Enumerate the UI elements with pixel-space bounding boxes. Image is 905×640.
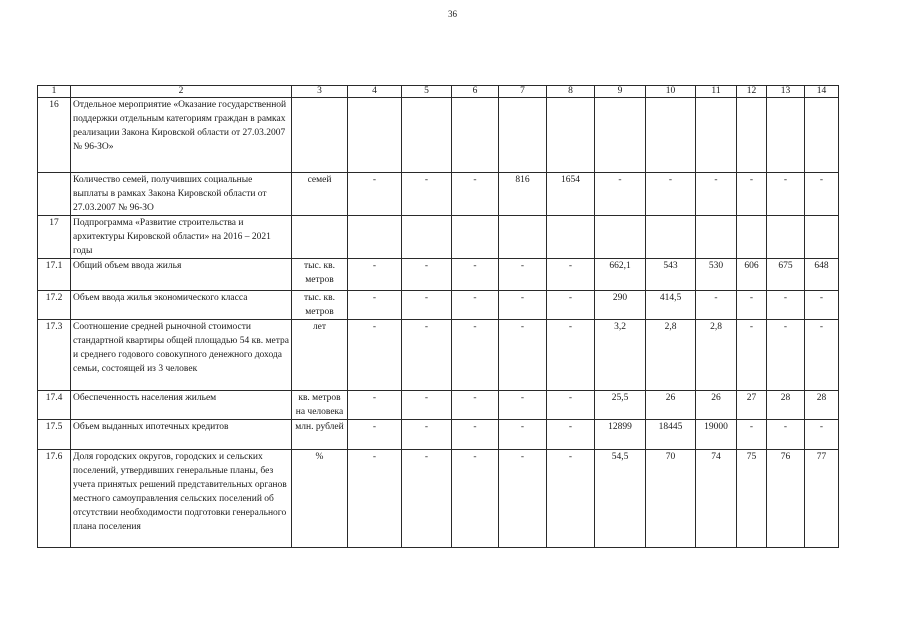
- value-cell: -: [805, 291, 839, 320]
- value-cell: -: [737, 173, 767, 216]
- header-cell: 9: [595, 86, 646, 98]
- table-row: [38, 216, 839, 259]
- value-cell: -: [452, 450, 499, 548]
- unit-cell: кв. метров на человека: [292, 391, 348, 420]
- header-cell: 3: [292, 86, 348, 98]
- value-cell: -: [547, 259, 595, 291]
- value-cell: [767, 216, 805, 259]
- value-cell: 19000: [696, 420, 737, 450]
- value-cell: -: [646, 173, 696, 216]
- header-cell: 6: [452, 86, 499, 98]
- row-number-cell: 17.5: [38, 420, 71, 450]
- value-cell: -: [499, 291, 547, 320]
- row-number-cell: 17.2: [38, 291, 71, 320]
- value-cell: -: [547, 420, 595, 450]
- value-cell: [737, 216, 767, 259]
- value-cell: -: [547, 291, 595, 320]
- value-cell: -: [348, 320, 402, 391]
- page-number: 36: [448, 9, 457, 19]
- unit-cell: тыс. кв. метров: [292, 259, 348, 291]
- indicator-name-cell: Объем выданных ипотечных кредитов: [71, 420, 292, 450]
- table-row: [38, 291, 839, 320]
- value-cell: -: [737, 320, 767, 391]
- table-row: [38, 259, 839, 291]
- value-cell: -: [805, 420, 839, 450]
- value-cell: 662,1: [595, 259, 646, 291]
- value-cell: -: [348, 173, 402, 216]
- row-number-cell: 17.3: [38, 320, 71, 391]
- header-cell: 12: [737, 86, 767, 98]
- unit-cell: млн. рублей: [292, 420, 348, 450]
- value-cell: -: [348, 291, 402, 320]
- value-cell: -: [696, 173, 737, 216]
- indicator-name-cell: Общий объем ввода жилья: [71, 259, 292, 291]
- header-cell: 7: [499, 86, 547, 98]
- row-number-cell: 17.6: [38, 450, 71, 548]
- header-cell: 14: [805, 86, 839, 98]
- header-cell: 1: [38, 86, 71, 98]
- unit-cell: лет: [292, 320, 348, 391]
- value-cell: -: [452, 291, 499, 320]
- value-cell: 543: [646, 259, 696, 291]
- value-cell: -: [805, 320, 839, 391]
- header-cell: 5: [402, 86, 452, 98]
- header-cell: 10: [646, 86, 696, 98]
- value-cell: 2,8: [646, 320, 696, 391]
- value-cell: -: [499, 391, 547, 420]
- value-cell: -: [547, 320, 595, 391]
- value-cell: -: [402, 391, 452, 420]
- indicator-name-cell: Обеспеченность населения жильем: [71, 391, 292, 420]
- table-row: [38, 173, 839, 216]
- unit-cell: [292, 98, 348, 173]
- value-cell: 2,8: [696, 320, 737, 391]
- row-number-cell: 16: [38, 98, 71, 173]
- value-cell: [805, 98, 839, 173]
- value-cell: -: [805, 173, 839, 216]
- value-cell: 25,5: [595, 391, 646, 420]
- value-cell: -: [595, 173, 646, 216]
- value-cell: [348, 98, 402, 173]
- value-cell: -: [499, 450, 547, 548]
- value-cell: 18445: [646, 420, 696, 450]
- indicator-name-cell: Подпрограмма «Развитие строительства и архитектуры Кировской области» на 2016 – 2021 годы: [71, 216, 292, 259]
- value-cell: -: [737, 291, 767, 320]
- value-cell: -: [767, 173, 805, 216]
- value-cell: -: [499, 259, 547, 291]
- value-cell: -: [499, 420, 547, 450]
- row-number-cell: [38, 173, 71, 216]
- value-cell: 290: [595, 291, 646, 320]
- table-row: [38, 420, 839, 450]
- indicator-name-cell: Количество семей, получивших социальные выплаты в рамках Закона Кировской области от 27.03.2007 № 96-ЗО: [71, 173, 292, 216]
- value-cell: -: [402, 291, 452, 320]
- header-row: [38, 86, 839, 98]
- unit-cell: %: [292, 450, 348, 548]
- value-cell: [737, 98, 767, 173]
- table-row: [38, 450, 839, 548]
- value-cell: -: [402, 320, 452, 391]
- value-cell: 530: [696, 259, 737, 291]
- value-cell: [767, 98, 805, 173]
- value-cell: [805, 216, 839, 259]
- value-cell: 76: [767, 450, 805, 548]
- value-cell: 648: [805, 259, 839, 291]
- value-cell: 54,5: [595, 450, 646, 548]
- indicator-name-cell: Соотношение средней рыночной стоимости стандартной квартиры общей площадью 54 кв. метра и среднего годового совокупного денежного дохода семьи, состоящей из 3 человек: [71, 320, 292, 391]
- unit-cell: тыс. кв. метров: [292, 291, 348, 320]
- value-cell: [452, 98, 499, 173]
- value-cell: [547, 216, 595, 259]
- value-cell: -: [547, 450, 595, 548]
- row-number-cell: 17: [38, 216, 71, 259]
- table-row: [38, 98, 839, 173]
- value-cell: 26: [646, 391, 696, 420]
- value-cell: -: [767, 320, 805, 391]
- value-cell: -: [547, 391, 595, 420]
- row-number-cell: 17.1: [38, 259, 71, 291]
- value-cell: -: [402, 173, 452, 216]
- value-cell: [499, 98, 547, 173]
- value-cell: [595, 98, 646, 173]
- value-cell: -: [737, 420, 767, 450]
- unit-cell: семей: [292, 173, 348, 216]
- value-cell: [402, 216, 452, 259]
- value-cell: [595, 216, 646, 259]
- table-row: [38, 320, 839, 391]
- indicators-table: [37, 85, 839, 548]
- value-cell: [499, 216, 547, 259]
- value-cell: [696, 216, 737, 259]
- value-cell: -: [696, 291, 737, 320]
- value-cell: 26: [696, 391, 737, 420]
- value-cell: -: [402, 259, 452, 291]
- value-cell: -: [452, 173, 499, 216]
- value-cell: [402, 98, 452, 173]
- row-number-cell: 17.4: [38, 391, 71, 420]
- value-cell: -: [452, 259, 499, 291]
- value-cell: 28: [805, 391, 839, 420]
- value-cell: -: [348, 259, 402, 291]
- indicator-name-cell: Объем ввода жилья экономического класса: [71, 291, 292, 320]
- value-cell: 606: [737, 259, 767, 291]
- value-cell: -: [452, 420, 499, 450]
- value-cell: 414,5: [646, 291, 696, 320]
- value-cell: 816: [499, 173, 547, 216]
- value-cell: 3,2: [595, 320, 646, 391]
- value-cell: -: [348, 391, 402, 420]
- value-cell: -: [402, 450, 452, 548]
- value-cell: 75: [737, 450, 767, 548]
- value-cell: 28: [767, 391, 805, 420]
- value-cell: 74: [696, 450, 737, 548]
- header-cell: 4: [348, 86, 402, 98]
- header-cell: 13: [767, 86, 805, 98]
- value-cell: 675: [767, 259, 805, 291]
- value-cell: 27: [737, 391, 767, 420]
- value-cell: -: [348, 420, 402, 450]
- value-cell: [696, 98, 737, 173]
- value-cell: -: [452, 320, 499, 391]
- value-cell: 1654: [547, 173, 595, 216]
- header-cell: 2: [71, 86, 292, 98]
- indicator-name-cell: Отдельное мероприятие «Оказание государственной поддержки отдельным категориям граждан в рамках реализации Закона Кировской области от 27.03.2007 № 96-ЗО»: [71, 98, 292, 173]
- value-cell: -: [499, 320, 547, 391]
- value-cell: [547, 98, 595, 173]
- indicator-name-cell: Доля городских округов, городских и сельских поселений, утвердивших генеральные планы, без учета принятых решений представительных органов местного самоуправления сельских поселений об отсутствии необходимости подготовки генерального плана поселения: [71, 450, 292, 548]
- value-cell: 77: [805, 450, 839, 548]
- value-cell: 70: [646, 450, 696, 548]
- value-cell: 12899: [595, 420, 646, 450]
- value-cell: -: [402, 420, 452, 450]
- header-cell: 8: [547, 86, 595, 98]
- value-cell: [646, 216, 696, 259]
- header-cell: 11: [696, 86, 737, 98]
- value-cell: -: [348, 450, 402, 548]
- unit-cell: [292, 216, 348, 259]
- value-cell: [452, 216, 499, 259]
- value-cell: [348, 216, 402, 259]
- table-row: [38, 391, 839, 420]
- value-cell: -: [767, 420, 805, 450]
- value-cell: -: [767, 291, 805, 320]
- value-cell: [646, 98, 696, 173]
- value-cell: -: [452, 391, 499, 420]
